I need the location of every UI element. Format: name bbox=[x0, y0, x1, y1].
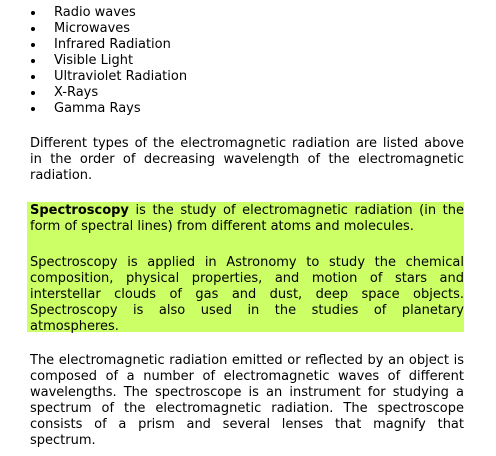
definition-text: is the study of electromagnetic radiation (in the form of spectral lines) from different atoms and molecules. bbox=[30, 203, 464, 234]
list-item-label: Infrared Radiation bbox=[54, 37, 171, 52]
list-item bbox=[0, 69, 187, 85]
list-item-label: Gamma Rays bbox=[54, 101, 141, 116]
bullet-icon bbox=[31, 43, 35, 47]
spectroscope-paragraph: The electromagnetic radiation emitted or reflected by an object is composed of a number of electromagnetic waves of different wavelengths. The spectroscope is an instrument for studying a spectrum of the electromagnetic radiation. The spectroscope consists of a prism and several lenses that magnify that spectrum. bbox=[30, 353, 464, 448]
list-item-label: Visible Light bbox=[54, 53, 134, 68]
list-item-label: Microwaves bbox=[54, 21, 131, 36]
spectroscopy-definition bbox=[30, 203, 464, 235]
list-item-label: Ultraviolet Radiation bbox=[54, 69, 188, 84]
list-item bbox=[0, 37, 187, 53]
list-item-label: X-Rays bbox=[54, 85, 99, 100]
bullet-icon bbox=[31, 27, 35, 31]
list-item bbox=[0, 53, 187, 69]
radiation-types-list bbox=[0, 5, 187, 117]
list-item bbox=[0, 5, 187, 21]
definition-term: Spectroscopy bbox=[30, 203, 129, 218]
intro-paragraph: Different types of the electromagnetic radiation are listed above in the order of decreasing wavelength of the electromagnetic radiation. bbox=[30, 136, 464, 183]
bullet-icon bbox=[31, 75, 35, 79]
bullet-icon bbox=[31, 59, 35, 63]
bullet-icon bbox=[31, 11, 35, 15]
list-item bbox=[0, 85, 187, 101]
bullet-icon bbox=[31, 107, 35, 111]
list-item bbox=[0, 101, 187, 117]
bullet-icon bbox=[31, 91, 35, 95]
list-item bbox=[0, 21, 187, 37]
astronomy-paragraph: Spectroscopy is applied in Astronomy to study the chemical composition, physical properties, and motion of stars and interstellar clouds of gas and dust, deep space objects. Spectroscopy is also used in the studies of planetary atmospheres. bbox=[30, 255, 464, 334]
list-item-label: Radio waves bbox=[54, 5, 136, 20]
